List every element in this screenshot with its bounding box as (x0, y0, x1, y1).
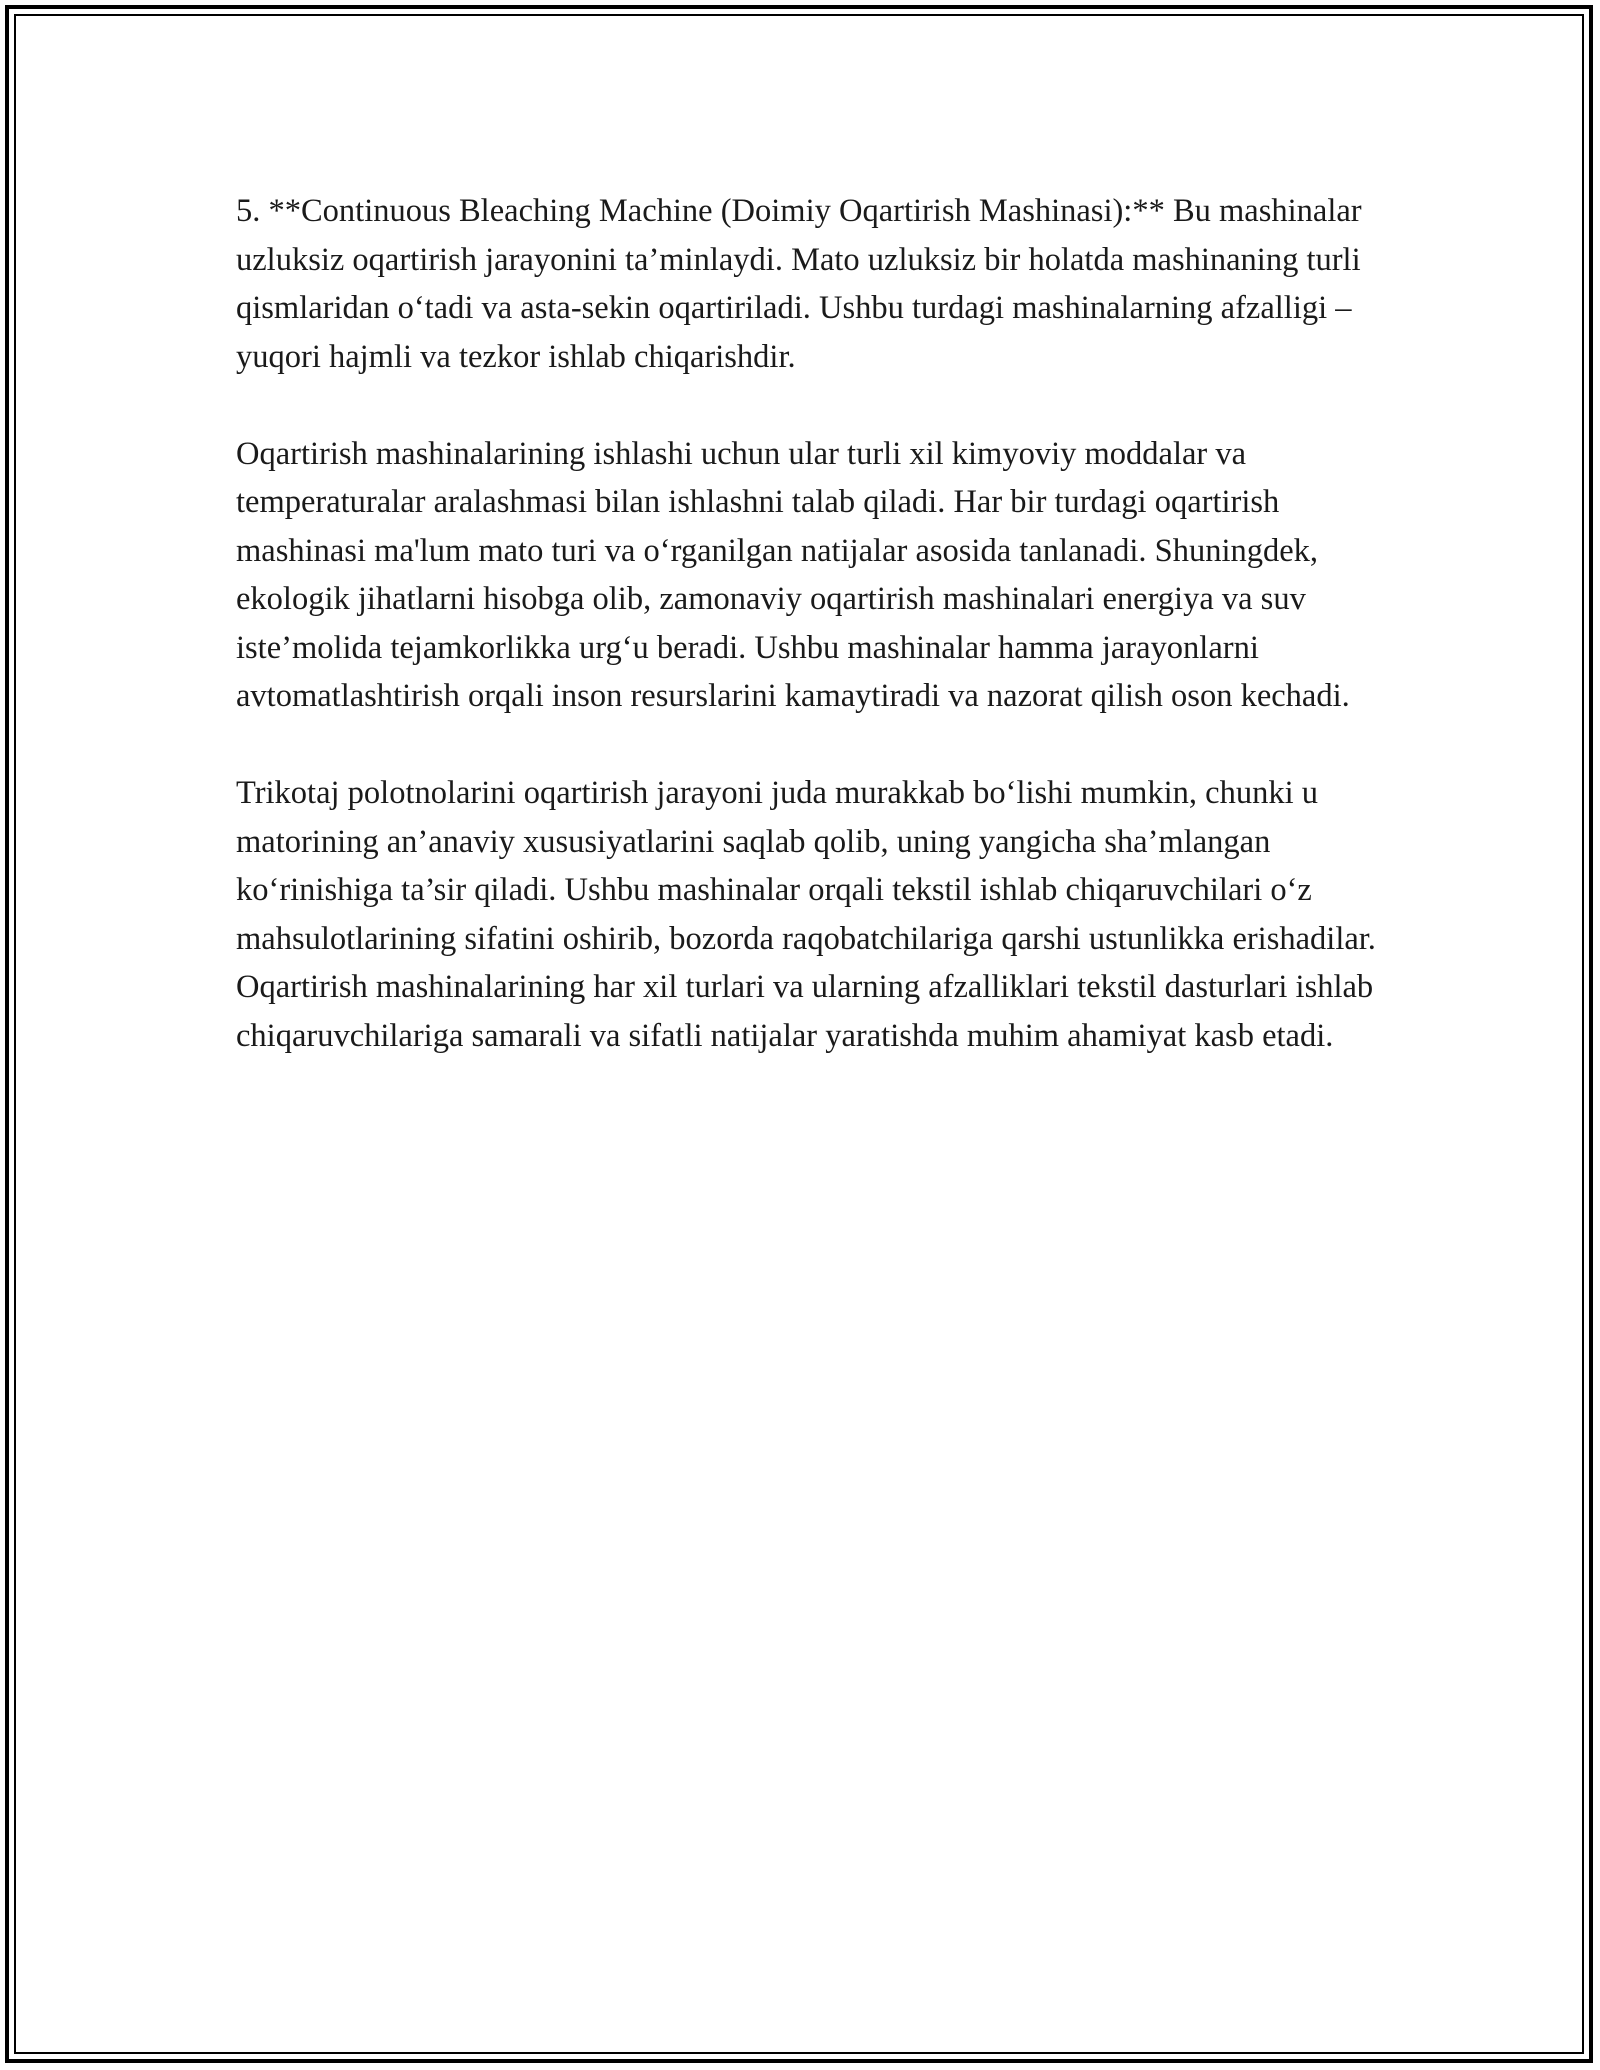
document-body (236, 187, 1376, 1109)
paragraph-continuous-bleaching-machine: 5. **Continuous Bleaching Machine (Doimiy Oqartirish Mashinasi):** Bu mashinalar uzluksiz oqartirish jarayonini ta’minlaydi. Mato uzluksiz bir holatda mashinaning turli qismlaridan o‘tadi va asta-sekin oqartiriladi. Ushbu turdagi mashinalarning afzalligi – yuqori hajmli va tezkor ishlab chiqarishdir. (236, 193, 1362, 375)
paragraph-knitted-fabric-bleaching: Trikotaj polotnolarini oqartirish jarayoni juda murakkab bo‘lishi mumkin, chunki u matorining an’anaviy xususiyatlarini saqlab qolib, uning yangicha sha’mlangan ko‘rinishiga ta’sir qiladi. Ushbu mashinalar orqali tekstil ishlab chiqaruvchilari o‘z mahsulotlarining sifatini oshirib, bozorda raqobatchilariga qarshi ustunlikka erishadilar. Oqartirish mashinalarining har xil turlari va ularning afzalliklari tekstil dasturlari ishlab chiqaruvchilariga samarali va sifatli natijalar yaratishda muhim ahamiyat kasb etadi. (236, 775, 1376, 1054)
paragraph-bleaching-machine-operation: Oqartirish mashinalarining ishlashi uchun ular turli xil kimyoviy moddalar va temperaturalar aralashmasi bilan ishlashni talab qiladi. Har bir turdagi oqartirish mashinasi ma'lum mato turi va o‘rganilgan natijalar asosida tanlanadi. Shuningdek, ekologik jihatlarni hisobga olib, zamonaviy oqartirish mashinalari energiya va suv iste’molida tejamkorlikka urg‘u beradi. Ushbu mashinalar hamma jarayonlarni avtomatlashtirish orqali inson resurslarini kamaytiradi va nazorat qilish oson kechadi. (236, 435, 1350, 714)
